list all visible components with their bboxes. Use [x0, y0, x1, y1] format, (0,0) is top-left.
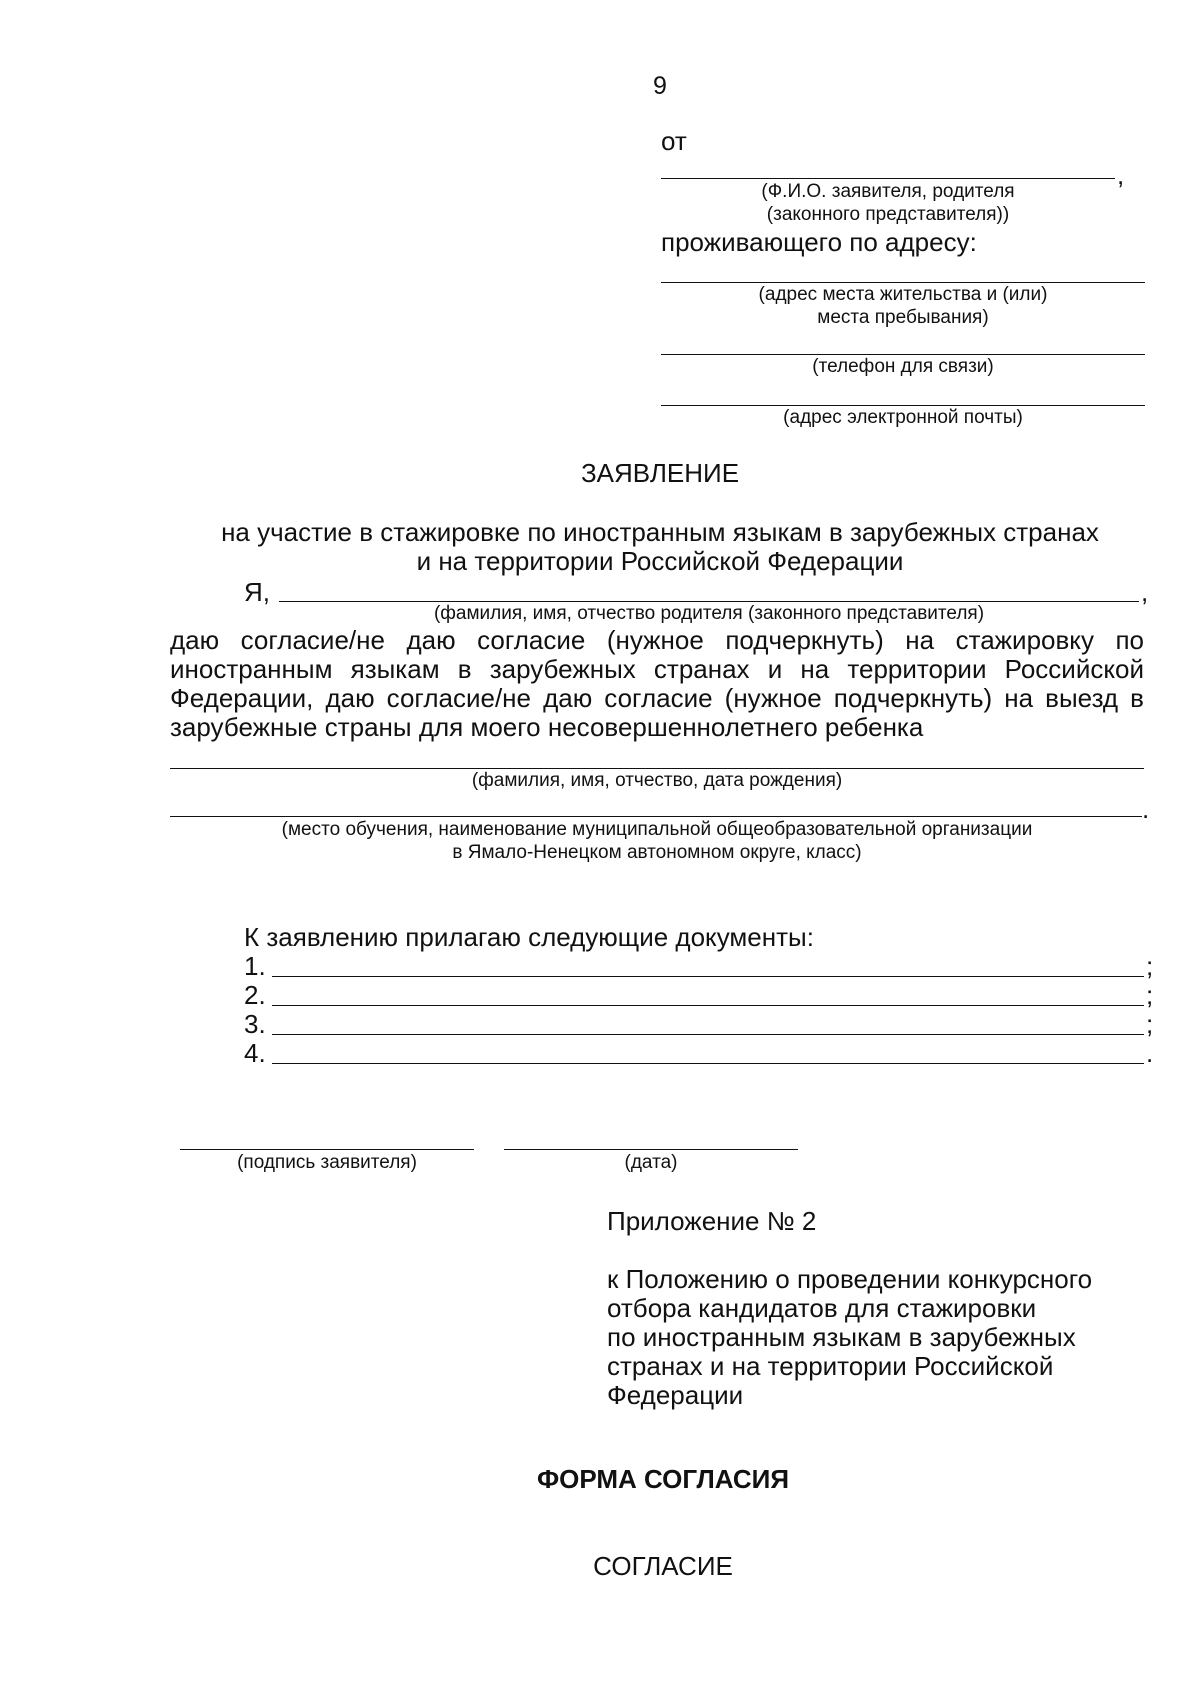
school-caption-1: (место обучения, наименование муниципальной общеобразовательной организации [281, 819, 1033, 840]
consent-form-heading: ФОРМА СОГЛАСИЯ [536, 1464, 790, 1494]
signature-caption: (подпись заявителя) [237, 1152, 417, 1173]
attachment-end: ; [1146, 980, 1154, 1010]
attachment-number: 3. [244, 1009, 266, 1039]
phone-line[interactable] [661, 354, 1145, 355]
parent-caption: (фамилия, имя, отчество родителя (законного представителя) [433, 603, 985, 624]
address-line[interactable] [661, 282, 1145, 283]
attachments-intro: К заявлению прилагаю следующие документы: [244, 922, 814, 952]
applicant-caption-1: (Ф.И.О. заявителя, родителя [761, 181, 1015, 202]
child-caption: (фамилия, имя, отчество, дата рождения) [471, 770, 843, 791]
email-line[interactable] [661, 405, 1145, 406]
date-caption: (дата) [624, 1152, 678, 1173]
phone-caption: (телефон для связи) [812, 356, 994, 377]
child-name-line[interactable] [170, 768, 1144, 769]
address-caption-1: (адрес места жительства и (или) [758, 284, 1048, 305]
attachment-number: 4. [244, 1038, 266, 1068]
attachment-end: ; [1146, 951, 1154, 981]
from-label: от [661, 126, 687, 156]
date-line[interactable] [504, 1149, 798, 1150]
appendix-ref-3: по иностранным языкам в зарубежных [607, 1322, 1076, 1352]
attachment-number: 1. [244, 951, 266, 981]
i-label: Я, [244, 577, 270, 607]
school-caption-2: в Ямало-Ненецком автономном округе, класс) [452, 842, 862, 863]
appendix-ref-4: странах и на территории Российской [607, 1351, 1054, 1381]
attachment-end: ; [1146, 1009, 1154, 1039]
consent-paragraph: даю согласие/не даю согласие (нужное подчеркнуть) на стажировку по иностранным языкам в зарубежных странах и на территории Российской Федерации, даю согласие/не даю согласие (нужное подчеркнуть) на выезд в зарубежные страны для моего несовершеннолетнего ребенка [170, 625, 1144, 742]
page-number: 9 [653, 72, 667, 100]
school-period: . [1142, 794, 1150, 824]
attachment-end: . [1146, 1038, 1154, 1068]
statement-subtitle-2: и на территории Российской Федерации [416, 546, 904, 576]
school-line[interactable] [170, 816, 1142, 817]
residing-label: проживающего по адресу: [661, 227, 977, 257]
parent-name-line[interactable] [279, 601, 1139, 602]
attachment-line[interactable] [272, 976, 1144, 977]
address-caption-2: места пребывания) [817, 307, 989, 328]
appendix-ref-5: Федерации [607, 1380, 744, 1410]
parent-comma: , [1141, 577, 1149, 607]
applicant-caption-2: (законного представителя)) [766, 204, 1010, 225]
signature-line[interactable] [180, 1149, 474, 1150]
applicant-name-line[interactable] [661, 178, 1115, 179]
statement-subtitle-1: на участие в стажировке по иностранным языкам в зарубежных странах [221, 517, 1099, 547]
statement-title: ЗАЯВЛЕНИЕ [580, 458, 740, 488]
consent-title: СОГЛАСИЕ [593, 1551, 733, 1581]
attachment-number: 2. [244, 980, 266, 1010]
email-caption: (адрес электронной почты) [783, 407, 1023, 428]
attachment-line[interactable] [272, 1034, 1144, 1035]
appendix-title: Приложение № 2 [607, 1206, 817, 1236]
appendix-ref-2: отбора кандидатов для стажировки [607, 1293, 1037, 1323]
attachment-line[interactable] [272, 1063, 1144, 1064]
attachment-line[interactable] [272, 1005, 1144, 1006]
appendix-ref-1: к Положению о проведении конкурсного [607, 1264, 1093, 1294]
applicant-comma: , [1117, 160, 1125, 190]
